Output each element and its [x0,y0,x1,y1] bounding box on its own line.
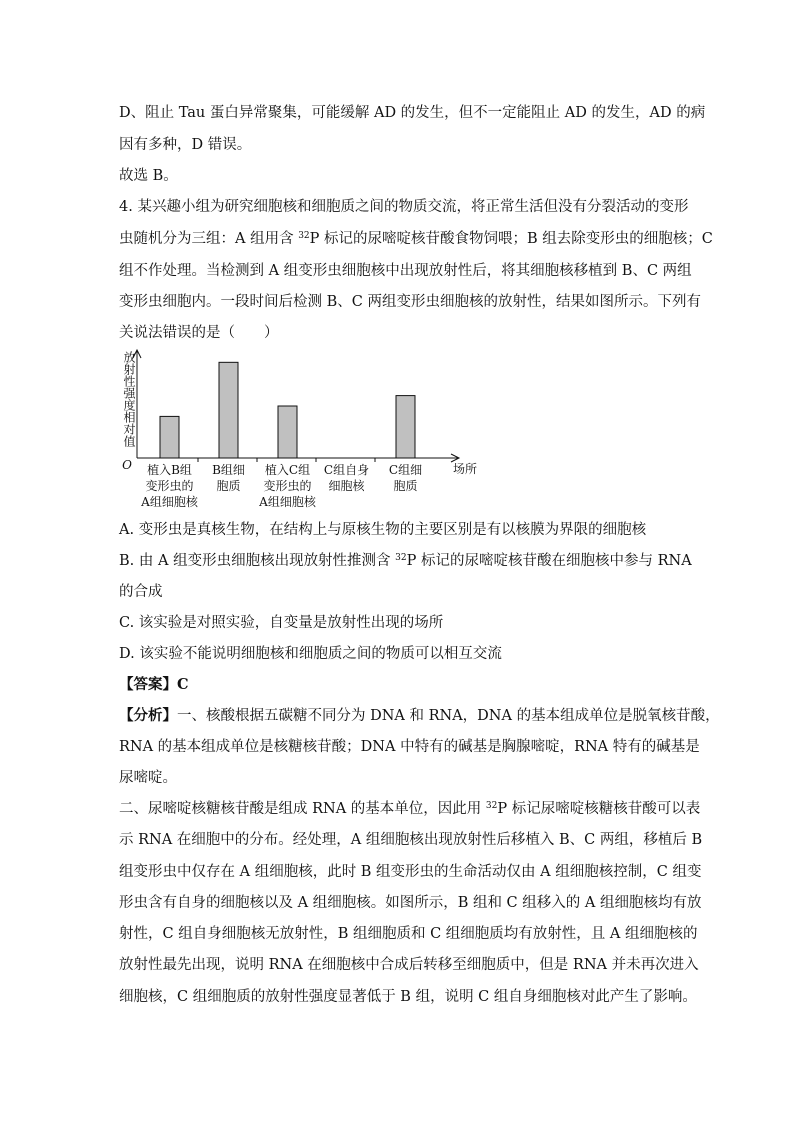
superscript-32: 32 [298,231,310,241]
x-axis-label: 场所 [453,462,477,476]
prev-select: 故选 B。 [119,168,178,184]
bar-2 [219,362,238,458]
analysis-line2a [119,800,700,818]
opt-a: A. 变形虫是真核生物，在结构上与原核生物的主要区别是有以核膜为界限的细胞核 [119,522,647,538]
category-label: B组细 [212,463,245,477]
bar-3 [278,406,297,458]
analysis-line2a-part2: P 标记尿嘧啶核糖核苷酸可以表 [497,801,701,817]
answer-line [119,676,189,694]
analysis-line1 [119,707,720,725]
category-label: 变形虫的 [145,479,194,493]
analysis-2d: 形虫含有自身的细胞核以及 A 组细胞核。如图所示，B 组和 C 组移入的 A 组细胞核均有放 [119,895,702,911]
category-label: C组细 [388,463,423,477]
analysis-2e: 射性，C 组自身细胞核无放射性，B 组细胞质和 C 组细胞质均有放射性，且 A 组细胞核的 [119,926,698,942]
analysis-line2a-part1: 二、尿嘧啶核糖核苷酸是组成 RNA 的基本单位，因此用 [119,801,482,817]
category-label: 植入C组 [264,463,311,477]
q4-line4: 变形虫细胞内。一段时间后检测 B、C 两组变形虫细胞核的放射性，结果如图所示。下列有 [119,294,701,310]
category-label: 植入B组 [147,463,192,477]
answer-label: 【答案】C [119,676,189,693]
analysis-1b: RNA 的基本组成单位是核糖核苷酸；DNA 中特有的碱基是胸腺嘧啶，RNA 特有的碱基是 [119,739,700,755]
superscript-32: 32 [395,553,407,563]
bar-chart [117,345,477,515]
category-label: A组细胞核 [141,495,198,509]
category-label: C组自身 [323,463,370,477]
category-label: 变形虫的 [263,479,312,493]
category-label: 细胞核 [328,479,365,493]
analysis-line1-text: 一、核酸根据五碳糖不同分为 DNA 和 RNA，DNA 的基本组成单位是脱氧核苷酸， [177,708,720,724]
analysis-2f: 放射性最先出现，说明 RNA 在细胞核中合成后转移至细胞质中，但是 RNA 并未再次进入 [119,957,699,973]
opt-b2: 的合成 [119,584,163,600]
bar-1 [160,416,179,458]
origin-label: O [122,458,132,472]
option-b-part1: B. 由 A 组变形虫细胞核出现放射性推测含 [119,553,391,569]
analysis-line2b: 示 RNA 在细胞中的分布。经处理，A 组细胞核出现放射性后移植入 B、C 两组，移植后 B [119,832,703,848]
superscript-32: 32 [485,801,498,811]
q4-line3: 组不作处理。当检测到 A 组变形虫细胞核中出现放射性后，将其细胞核移植到 B、C 两组 [119,263,692,279]
q4-line2-part1: 虫随机分为三组：A 组用含 [119,231,294,247]
d-line2: 因有多种，D 错误。 [119,137,252,153]
opt-d: D. 该实验不能说明细胞核和细胞质之间的物质可以相互交流 [119,646,502,662]
q4-line2-part2: P 标记的尿嘧啶核苷酸食物饲喂；B 组去除变形虫的细胞核；C [309,231,713,247]
q4-line5: 关说法错误的是（ ） [119,325,279,341]
d-line1: D、阻止 Tau 蛋白异常聚集，可能缓解 AD 的发生，但不一定能阻止 AD 的发生，AD 的病 [119,105,706,121]
option-b-part2: P 标记的尿嘧啶核苷酸在细胞核中参与 RNA [406,553,692,569]
q4-line2 [119,230,713,248]
y-axis-label: 放射性强度相对值 [122,351,136,447]
category-label: 胞质 [393,479,418,493]
analysis-2c: 组变形虫中仅存在 A 组细胞核，此时 B 组变形虫的生命活动仅由 A 组细胞核控制，C 组变 [119,864,702,880]
analysis-1c: 尿嘧啶。 [119,770,177,786]
opt-c: C. 该实验是对照实验，自变量是放射性出现的场所 [119,615,444,631]
option-b-line1 [119,552,692,570]
analysis-label: 【分析】 [119,707,177,724]
category-label: 胞质 [216,479,241,493]
analysis-2g: 细胞核，C 组细胞质的放射性强度显著低于 B 组，说明 C 组自身细胞核对此产生了影响。 [119,989,697,1005]
bar-5 [396,396,415,458]
category-label: A组细胞核 [259,495,316,509]
q4-line1: 4. 某兴趣小组为研究细胞核和细胞质之间的物质交流，将正常生活但没有分裂活动的变形 [119,199,689,215]
